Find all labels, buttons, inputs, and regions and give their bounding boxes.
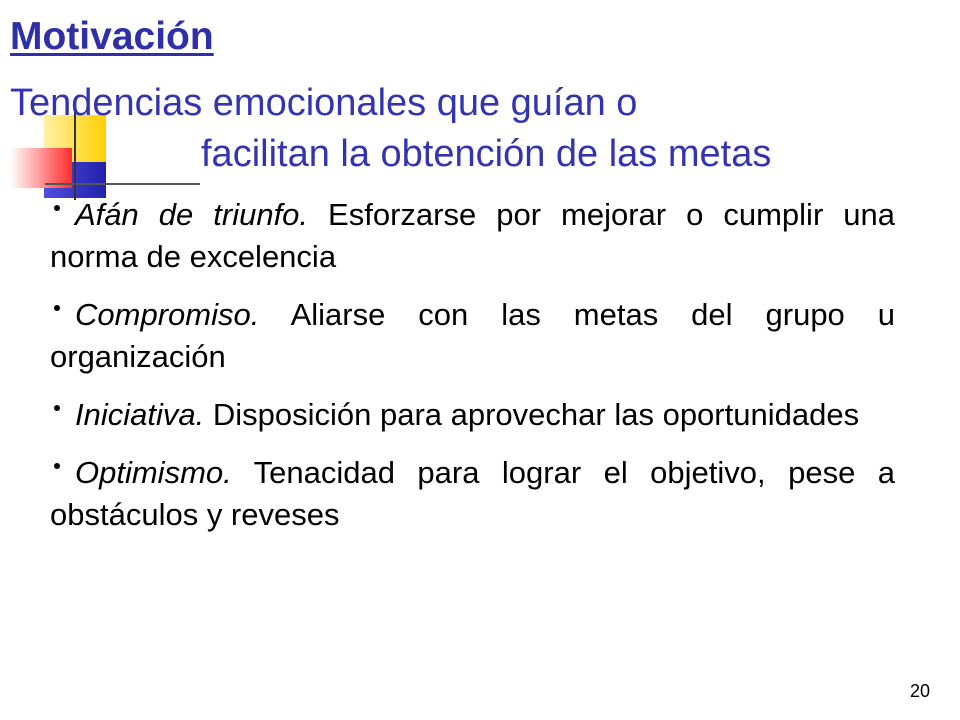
item-text: Tenacidad para lograr el objetivo, pese a obstáculos y reveses	[50, 455, 895, 532]
bullet-icon	[54, 205, 60, 211]
list-item	[50, 452, 895, 536]
item-lead: Afán de triunfo.	[75, 197, 309, 232]
item-lead: Iniciativa.	[75, 397, 205, 432]
item-lead: Optimismo.	[75, 455, 232, 490]
subtitle-line-1: Tendencias emocionales que guían o	[10, 82, 638, 124]
slide-subtitle	[10, 80, 771, 177]
list-item	[50, 394, 895, 436]
bullet-icon	[54, 405, 60, 411]
item-lead: Compromiso.	[75, 297, 260, 332]
item-text: Aliarse con las metas del grupo u organización	[50, 297, 895, 374]
item-text: Esforzarse por mejorar o cumplir una norma de excelencia	[50, 197, 895, 274]
bullet-icon	[54, 463, 60, 469]
slide-title: Motivación	[10, 15, 214, 58]
bullet-list	[50, 194, 895, 552]
subtitle-line-2: facilitan la obtención de las metas	[201, 133, 772, 175]
list-item	[50, 294, 895, 378]
list-item	[50, 194, 895, 278]
bullet-icon	[54, 305, 60, 311]
page-number: 20	[909, 681, 930, 701]
item-text: Disposición para aprovechar las oportunidades	[204, 397, 860, 432]
